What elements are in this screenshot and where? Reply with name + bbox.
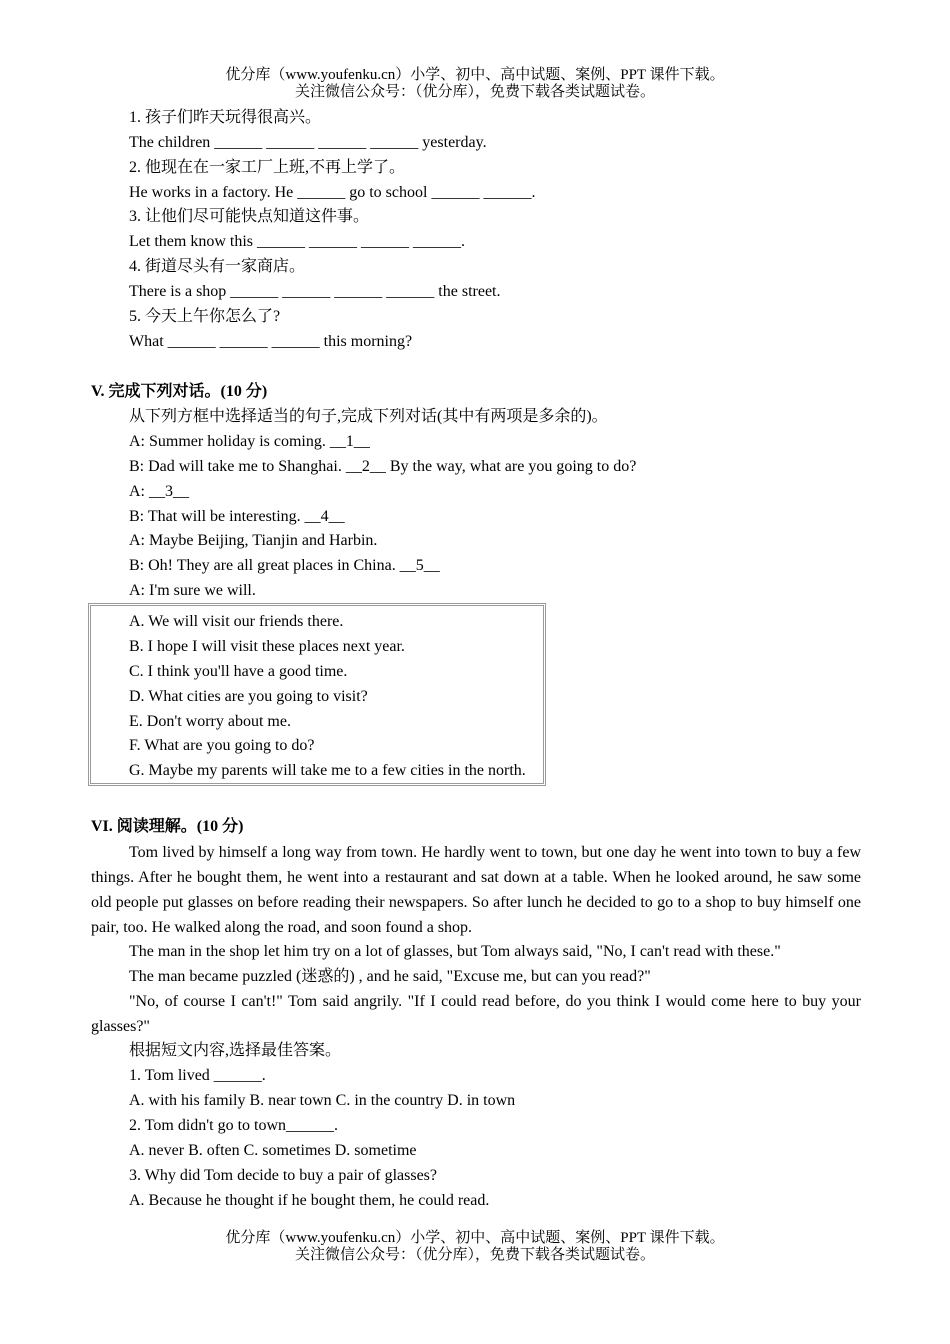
option-g: G. Maybe my parents will take me to a few cities in the north.: [129, 762, 526, 779]
option-c: C. I think you'll have a good time.: [129, 663, 348, 680]
option-a: A. We will visit our friends there.: [129, 613, 344, 630]
passage-paragraph-3: The man became puzzled (迷惑的) , and he said, "Excuse me, but can you read?": [129, 968, 651, 985]
option-d: D. What cities are you going to visit?: [129, 688, 368, 705]
option-f: F. What are you going to do?: [129, 737, 315, 754]
dialogue-line-2: B: Dad will take me to Shanghai. __2__ By the way, what are you going to do?: [129, 458, 637, 475]
dialogue-line-3: A: __3__: [129, 483, 189, 500]
question-1-options: A. with his family B. near town C. in the country D. in town: [129, 1092, 516, 1109]
translation-en-2: He works in a factory. He ______ go to school ______ ______.: [129, 184, 536, 201]
dialogue-line-1: A: Summer holiday is coming. __1__: [129, 433, 370, 450]
translation-en-5: What ______ ______ ______ this morning?: [129, 333, 413, 350]
dialogue-line-6: B: Oh! They are all great places in China. __5__: [129, 557, 440, 574]
translation-en-3: Let them know this ______ ______ ______ ______.: [129, 233, 465, 250]
passage-paragraph-4: [91, 989, 861, 1039]
option-e: E. Don't worry about me.: [129, 713, 291, 730]
translation-en-1: The children ______ ______ ______ ______ yesterday.: [129, 134, 487, 151]
dialogue-line-5: A: Maybe Beijing, Tianjin and Harbin.: [129, 532, 378, 549]
translation-cn-5: 5. 今天上午你怎么了?: [129, 308, 281, 325]
passage-paragraph-2: The man in the shop let him try on a lot of glasses, but Tom always said, "No, I can't read with these.": [129, 943, 781, 960]
translation-cn-1: 1. 孩子们昨天玩得很高兴。: [129, 109, 322, 126]
page-footer: [0, 1230, 950, 1264]
passage-paragraph-4-text: "No, of course I can't!" Tom said angrily. "If I could read before, do you think I would come here to buy your glasses?": [91, 993, 861, 1035]
question-2-options: A. never B. often C. sometimes D. sometime: [129, 1142, 417, 1159]
passage-paragraph-1: [91, 840, 861, 940]
reading-instruction: 根据短文内容,选择最佳答案。: [129, 1042, 342, 1059]
question-1: 1. Tom lived ______.: [129, 1067, 266, 1084]
page-header: [0, 67, 950, 101]
translation-cn-3: 3. 让他们尽可能快点知道这件事。: [129, 208, 370, 225]
translation-cn-4: 4. 街道尽头有一家商店。: [129, 258, 306, 275]
section-5-title: V. 完成下列对话。(10 分): [91, 383, 268, 400]
dialogue-line-4: B: That will be interesting. __4__: [129, 508, 345, 525]
passage-paragraph-1-text: Tom lived by himself a long way from town. He hardly went to town, but one day he went into town to buy a few things. After he bought them, he went into a restaurant and sat down at a table. When he looked around, he saw some old people put glasses on before reading their newspapers. So after lunch he decided to go to a shop to buy himself one pair, too. He walked along the road, and soon found a shop.: [91, 844, 861, 936]
footer-line-2: 关注微信公众号：（优分库），免费下载各类试题试卷。: [294, 1247, 655, 1263]
section-5-instruction: 从下列方框中选择适当的句子,完成下列对话(其中有两项是多余的)。: [129, 408, 608, 425]
translation-en-4: There is a shop ______ ______ ______ ______ the street.: [129, 283, 501, 300]
section-6-title: VI. 阅读理解。(10 分): [91, 818, 244, 835]
question-3: 3. Why did Tom decide to buy a pair of glasses?: [129, 1167, 437, 1184]
dialogue-line-7: A: I'm sure we will.: [129, 582, 256, 599]
footer-line-1: 优分库（www.youfenku.cn）小学、初中、高中试题、案例、PPT 课件下载。: [225, 1230, 725, 1246]
option-b: B. I hope I will visit these places next year.: [129, 638, 405, 655]
question-2: 2. Tom didn't go to town______.: [129, 1117, 339, 1134]
header-line-2: 关注微信公众号：（优分库），免费下载各类试题试卷。: [294, 84, 655, 100]
translation-cn-2: 2. 他现在在一家工厂上班,不再上学了。: [129, 159, 406, 176]
header-line-1: 优分库（www.youfenku.cn）小学、初中、高中试题、案例、PPT 课件下载。: [225, 67, 725, 83]
question-3-option-a: A. Because he thought if he bought them, he could read.: [129, 1192, 490, 1209]
